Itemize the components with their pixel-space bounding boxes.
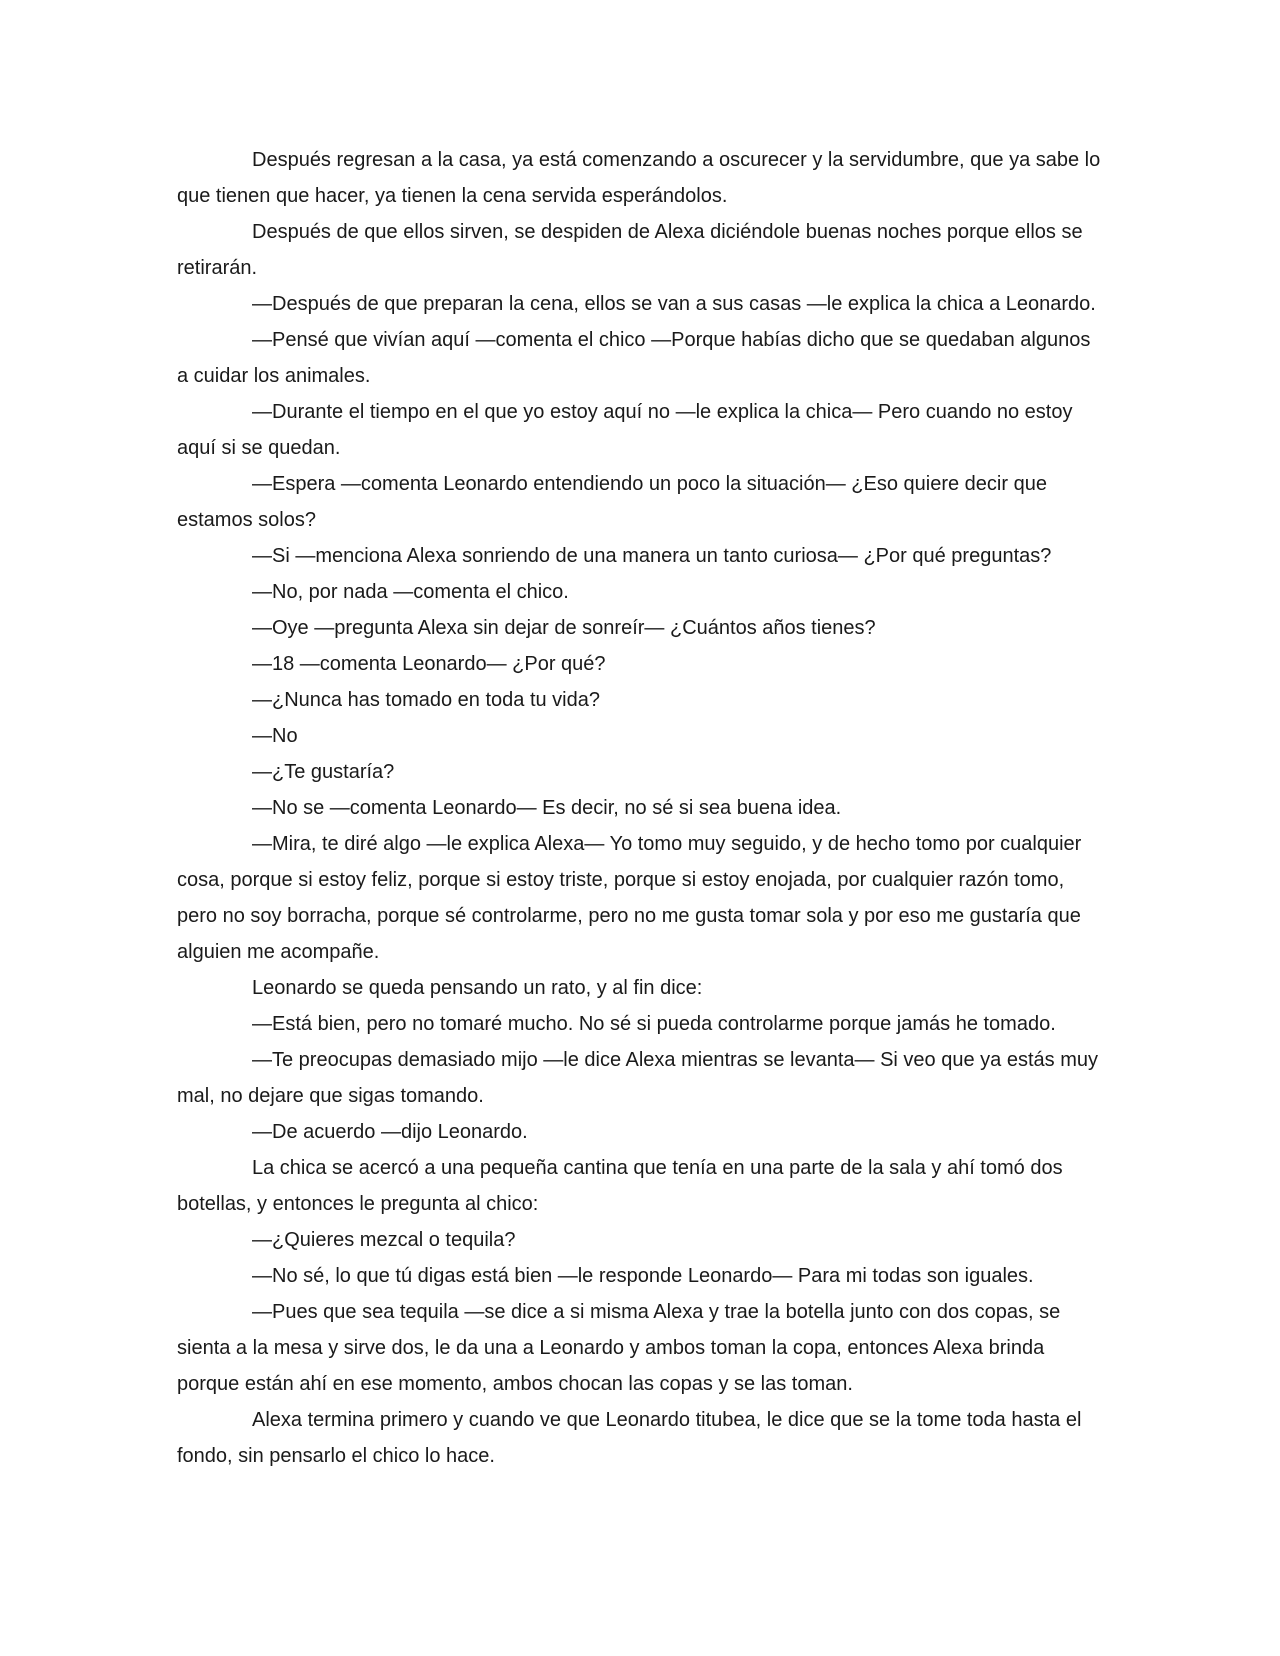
paragraph: Alexa termina primero y cuando ve que Leonardo titubea, le dice que se la tome toda hasta el fondo, sin pensarlo el chico lo hace. [177,1409,1082,1467]
paragraph: —¿Nunca has tomado en toda tu vida? [252,689,600,711]
paragraph: —Si —menciona Alexa sonriendo de una manera un tanto curiosa— ¿Por qué preguntas? [252,545,1052,567]
paragraph: —Después de que preparan la cena, ellos se van a sus casas —le explica la chica a Leonardo. [252,293,1096,315]
paragraph: —Te preocupas demasiado mijo —le dice Alexa mientras se levanta— Si veo que ya estás muy mal, no dejare que sigas tomando. [177,1049,1098,1107]
paragraph: —Oye —pregunta Alexa sin dejar de sonreír— ¿Cuántos años tienes? [252,617,876,639]
paragraph: —No se —comenta Leonardo— Es decir, no sé si sea buena idea. [252,797,842,819]
paragraph: —De acuerdo —dijo Leonardo. [252,1121,528,1143]
paragraph: —¿Te gustaría? [252,761,395,783]
paragraph: —No [252,725,298,747]
paragraph: —No sé, lo que tú digas está bien —le responde Leonardo— Para mi todas son iguales. [252,1265,1034,1287]
paragraph: —Está bien, pero no tomaré mucho. No sé si pueda controlarme porque jamás he tomado. [252,1013,1056,1035]
paragraph: —Pues que sea tequila —se dice a si misma Alexa y trae la botella junto con dos copas, se sienta a la mesa y sirve dos, le da una a Leonardo y ambos toman la copa, entonces Alexa brinda porque están ahí en ese momento, ambos chocan las copas y se las toman. [177,1301,1061,1395]
paragraph: —Pensé que vivían aquí —comenta el chico —Porque habías dicho que se quedaban algunos a cuidar los animales. [177,329,1091,387]
paragraph: —18 —comenta Leonardo— ¿Por qué? [252,653,606,675]
paragraph: La chica se acercó a una pequeña cantina que tenía en una parte de la sala y ahí tomó dos botellas, y entonces le pregunta al chico: [177,1157,1063,1215]
paragraph: Después regresan a la casa, ya está comenzando a oscurecer y la servidumbre, que ya sabe lo que tienen que hacer, ya tienen la cena servida esperándolos. [177,149,1101,207]
paragraph: —Espera —comenta Leonardo entendiendo un poco la situación— ¿Eso quiere decir que estamos solos? [177,473,1047,531]
paragraph: Leonardo se queda pensando un rato, y al fin dice: [252,977,703,999]
paragraph: —Mira, te diré algo —le explica Alexa— Yo tomo muy seguido, y de hecho tomo por cualquier cosa, porque si estoy feliz, porque si estoy triste, porque si estoy enojada, por cualquier razón tomo, pero no soy borracha, porque sé controlarme, pero no me gusta tomar sola y por eso me gustaría que alguien me acompañe. [177,833,1082,963]
document-body [177,142,1107,1474]
paragraph: Después de que ellos sirven, se despiden de Alexa diciéndole buenas noches porque ellos se retirarán. [177,221,1083,279]
paragraph: —¿Quieres mezcal o tequila? [252,1229,516,1251]
paragraph: —No, por nada —comenta el chico. [252,581,569,603]
paragraph: —Durante el tiempo en el que yo estoy aquí no —le explica la chica— Pero cuando no estoy aquí si se quedan. [177,401,1073,459]
